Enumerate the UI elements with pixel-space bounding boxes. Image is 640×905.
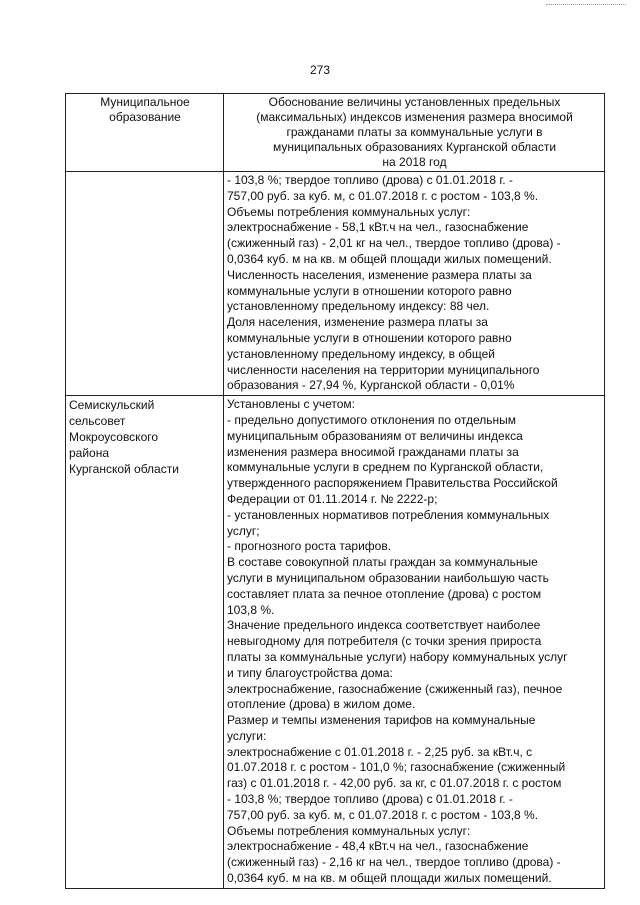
text-line: услуги: <box>227 728 267 743</box>
header-justification-line: муниципальных образованиях Курганской области <box>272 140 557 154</box>
text-line: Объемы потребления коммунальных услуг: <box>227 204 471 219</box>
text-line: электроснабжение - 58,1 кВт.ч на чел., газоснабжение <box>227 220 529 235</box>
text-line: (сжиженный газ) - 2,16 кг на чел., твердое топливо (дрова) - <box>227 855 561 870</box>
tariff-justification-table <box>65 93 605 889</box>
text-line: - 103,8 %; твердое топливо (дрова) с 01.01.2018 г. - <box>227 173 513 187</box>
text-line: платы за коммунальные услуги) набору коммунальных услуг <box>227 649 568 664</box>
text-line: 0,0364 куб. м на кв. м общей площади жилых помещений. <box>227 251 552 266</box>
text-line: электроснабжение, газоснабжение (сжиженный газ), печное <box>227 681 563 696</box>
text-line: 01.07.2018 г. с ростом - 101,0 %; газоснабжение (сжиженный <box>227 760 566 775</box>
header-justification <box>224 94 605 172</box>
page-number: 273 <box>309 63 331 77</box>
municipality-cell <box>66 172 224 396</box>
table-header-row <box>66 94 605 172</box>
header-justification-line: (максимальных) индексов изменения размера вносимой <box>256 110 573 124</box>
text-line: Федерации от 01.11.2014 г. № 2222-р; <box>227 491 438 506</box>
text-line: 0,0364 куб. м на кв. м общей площади жилых помещений. <box>227 871 552 886</box>
text-line: Доля населения, изменение размера платы за <box>227 315 488 330</box>
text-line: электроснабжение - 48,4 кВт.ч на чел., газоснабжение <box>227 839 529 854</box>
text-line: коммунальные услуги в отношении которого равно <box>227 330 512 345</box>
table-row <box>66 396 605 889</box>
header-municipality <box>66 94 224 172</box>
text-line: отопление (дрова) в жилом доме. <box>227 697 416 712</box>
text-line: установленному предельному индексу: 88 чел. <box>227 299 490 314</box>
text-line: услуг; <box>227 523 260 538</box>
text-line: Численность населения, изменение размера платы за <box>227 267 532 282</box>
text-line: составляет плата за печное отопление (дрова) с ростом <box>227 586 542 601</box>
text-line: газ) с 01.01.2018 г. - 42,00 руб. за кг, с 01.07.2018 г. с ростом <box>227 776 562 791</box>
text-line: коммунальные услуги в отношении которого равно <box>227 283 512 298</box>
text-line: численности населения на территории муниципального <box>227 362 540 377</box>
header-justification-line: на 2018 год <box>382 155 447 169</box>
text-line: - 103,8 %; твердое топливо (дрова) с 01.01.2018 г. - <box>227 792 513 807</box>
text-line: Значение предельного индекса соответствует наиболее <box>227 618 541 633</box>
text-line: электроснабжение с 01.01.2018 г. - 2,25 руб. за кВт.ч, с <box>227 744 533 759</box>
text-line: - прогнозного роста тарифов. <box>227 539 392 554</box>
text-line: 757,00 руб. за куб. м, с 01.07.2018 г. с ростом - 103,8 %. <box>227 188 539 203</box>
text-line: 757,00 руб. за куб. м, с 01.07.2018 г. с ростом - 103,8 %. <box>227 807 539 822</box>
justification-cell <box>224 172 605 396</box>
text-line: и типу благоустройства дома: <box>227 665 393 680</box>
text-line: - предельно допустимого отклонения по отдельным <box>227 412 516 427</box>
text-line: - установленных нормативов потребления коммунальных <box>227 507 550 522</box>
text-line: Размер и темпы изменения тарифов на коммунальные <box>227 713 536 728</box>
text-line: (сжиженный газ) - 2,01 кг на чел., твердое топливо (дрова) - <box>227 236 561 251</box>
municipality-cell <box>66 396 224 889</box>
municipality-line: Курганской области <box>69 462 179 477</box>
text-line: В составе совокупной платы граждан за коммунальные <box>227 555 538 570</box>
text-line: изменения размера вносимой гражданами платы за <box>227 444 519 459</box>
text-line: установленному предельному индексу, в общей <box>227 346 495 361</box>
municipality-line: района <box>69 446 110 461</box>
text-line: коммунальные услуги в среднем по Курганской области, <box>227 460 544 475</box>
municipality-line: сельсовет <box>69 414 126 429</box>
header-municipality-line: Муниципальное <box>100 95 190 109</box>
justification-cell <box>224 396 605 889</box>
text-line: 103,8 %. <box>227 602 275 617</box>
text-line: услуги в муниципальном образовании наибольшую часть <box>227 570 549 585</box>
header-justification-line: Обоснование величины установленных предельных <box>268 95 561 109</box>
text-line: Объемы потребления коммунальных услуг: <box>227 823 471 838</box>
text-line: утвержденного распоряжением Правительства Российской <box>227 476 558 491</box>
municipality-line: Семискульский <box>69 398 155 413</box>
municipality-line: Мокроусовского <box>69 430 159 445</box>
text-line: невыгодному для потребителя (с точки зрения прироста <box>227 634 542 649</box>
header-justification-line: гражданами платы за коммунальные услуги в <box>286 125 543 139</box>
header-municipality-line: образование <box>109 110 181 124</box>
table-row <box>66 172 605 396</box>
text-line: Установлены с учетом: <box>227 397 355 412</box>
scan-artifact <box>546 4 626 7</box>
text-line: образования - 27,94 %, Курганской области - 0,01% <box>227 378 515 393</box>
text-line: муниципальным образованиям от величины индекса <box>227 428 523 443</box>
